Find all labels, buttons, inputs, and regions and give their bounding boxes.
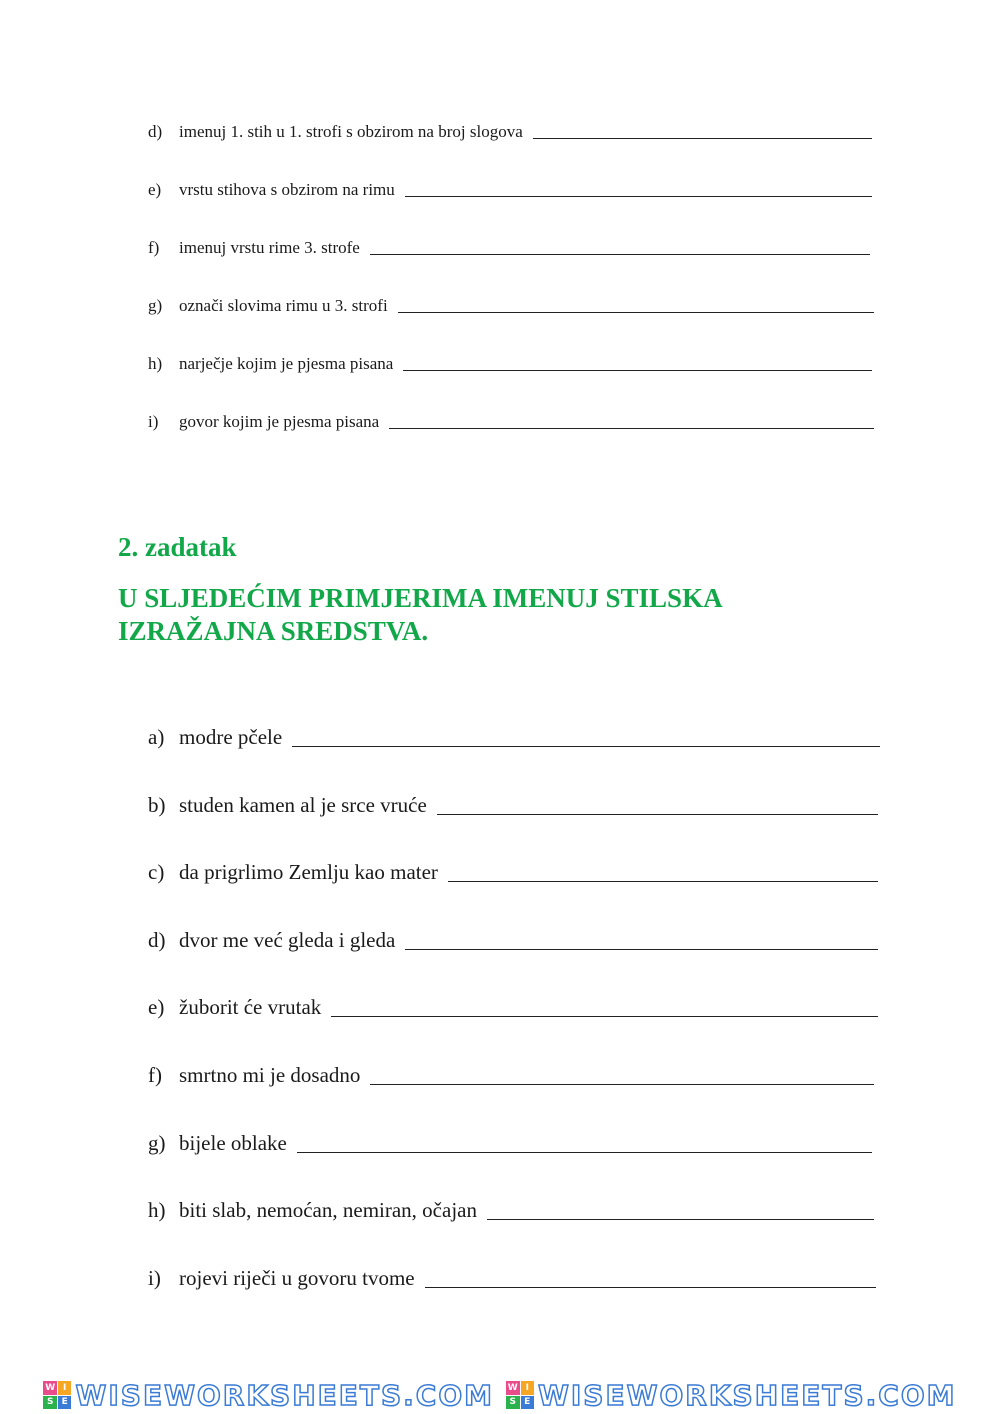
item-text: imenuj vrstu rime 3. strofe xyxy=(179,238,360,257)
task1-item-g xyxy=(148,292,874,316)
answer-line[interactable] xyxy=(403,369,872,371)
item-text: da prigrlimo Zemlju kao mater xyxy=(179,860,438,884)
item-text: modre pčele xyxy=(179,725,283,749)
task1-item-d xyxy=(148,118,872,142)
logo-icon: W I S E xyxy=(43,1381,71,1409)
item-letter: e) xyxy=(148,995,165,1019)
task2-item-h xyxy=(148,1193,874,1223)
answer-line[interactable] xyxy=(389,427,874,429)
footer-watermark xyxy=(0,1376,1000,1414)
item-letter: h) xyxy=(148,1198,166,1222)
item-text: bijele oblake xyxy=(179,1131,287,1155)
task2-item-f xyxy=(148,1058,874,1088)
item-letter: c) xyxy=(148,860,165,884)
answer-line[interactable] xyxy=(425,1286,876,1288)
task2-item-d xyxy=(148,923,878,953)
task2-item-a xyxy=(148,720,880,750)
item-text: vrstu stihova s obzirom na rimu xyxy=(179,180,395,199)
item-letter: i) xyxy=(148,412,159,431)
answer-line[interactable] xyxy=(331,1015,878,1017)
item-letter: a) xyxy=(148,725,165,749)
task1-item-f xyxy=(148,234,870,258)
item-letter: h) xyxy=(148,354,163,373)
item-letter: d) xyxy=(148,928,166,952)
item-text: rojevi riječi u govoru tvome xyxy=(179,1266,415,1290)
item-letter: e) xyxy=(148,180,162,199)
brand-name: WISEWORKSHEETS.COM xyxy=(75,1378,494,1412)
answer-line[interactable] xyxy=(297,1151,872,1153)
logo-icon: W I S E xyxy=(506,1381,534,1409)
answer-line[interactable] xyxy=(448,880,878,882)
item-letter: g) xyxy=(148,1131,166,1155)
item-text: studen kamen al je srce vruće xyxy=(179,793,427,817)
answer-line[interactable] xyxy=(370,1083,874,1085)
task2-title: 2. zadatak xyxy=(118,532,237,562)
answer-line[interactable] xyxy=(533,137,872,139)
task2-item-b xyxy=(148,788,878,818)
item-text: označi slovima rimu u 3. strofi xyxy=(179,296,388,315)
answer-line[interactable] xyxy=(437,813,878,815)
task2-item-e xyxy=(148,990,878,1020)
item-letter: f) xyxy=(148,1063,162,1087)
item-letter: d) xyxy=(148,122,163,141)
item-text: govor kojim je pjesma pisana xyxy=(179,412,380,431)
task1-item-e xyxy=(148,176,872,200)
item-text: biti slab, nemoćan, nemiran, očajan xyxy=(179,1198,477,1222)
task2-item-c xyxy=(148,855,878,885)
task2-instruction xyxy=(118,582,723,648)
answer-line[interactable] xyxy=(370,253,870,255)
task2-item-g xyxy=(148,1126,872,1156)
item-letter: g) xyxy=(148,296,163,315)
task1-item-h xyxy=(148,350,872,374)
item-text: imenuj 1. stih u 1. strofi s obzirom na broj slogova xyxy=(179,122,523,141)
item-text: smrtno mi je dosadno xyxy=(179,1063,361,1087)
task1-item-i xyxy=(148,408,874,432)
brand xyxy=(43,1379,494,1412)
instruction-line-1: U SLJEDEĆIM PRIMJERIMA IMENUJ STILSKA xyxy=(118,583,723,613)
item-text: narječje kojim je pjesma pisana xyxy=(179,354,394,373)
item-text: dvor me već gleda i gleda xyxy=(179,928,396,952)
task2-item-i xyxy=(148,1261,876,1291)
answer-line[interactable] xyxy=(405,195,872,197)
item-letter: b) xyxy=(148,793,166,817)
answer-line[interactable] xyxy=(398,311,874,313)
answer-line[interactable] xyxy=(405,948,878,950)
item-letter: i) xyxy=(148,1266,161,1290)
item-text: žuborit će vrutak xyxy=(179,995,322,1019)
instruction-line-2: IZRAŽAJNA SREDSTVA. xyxy=(118,616,429,646)
answer-line[interactable] xyxy=(292,745,880,747)
item-letter: f) xyxy=(148,238,160,257)
brand xyxy=(506,1379,957,1412)
answer-line[interactable] xyxy=(487,1218,874,1220)
brand-name: WISEWORKSHEETS.COM xyxy=(538,1378,957,1412)
